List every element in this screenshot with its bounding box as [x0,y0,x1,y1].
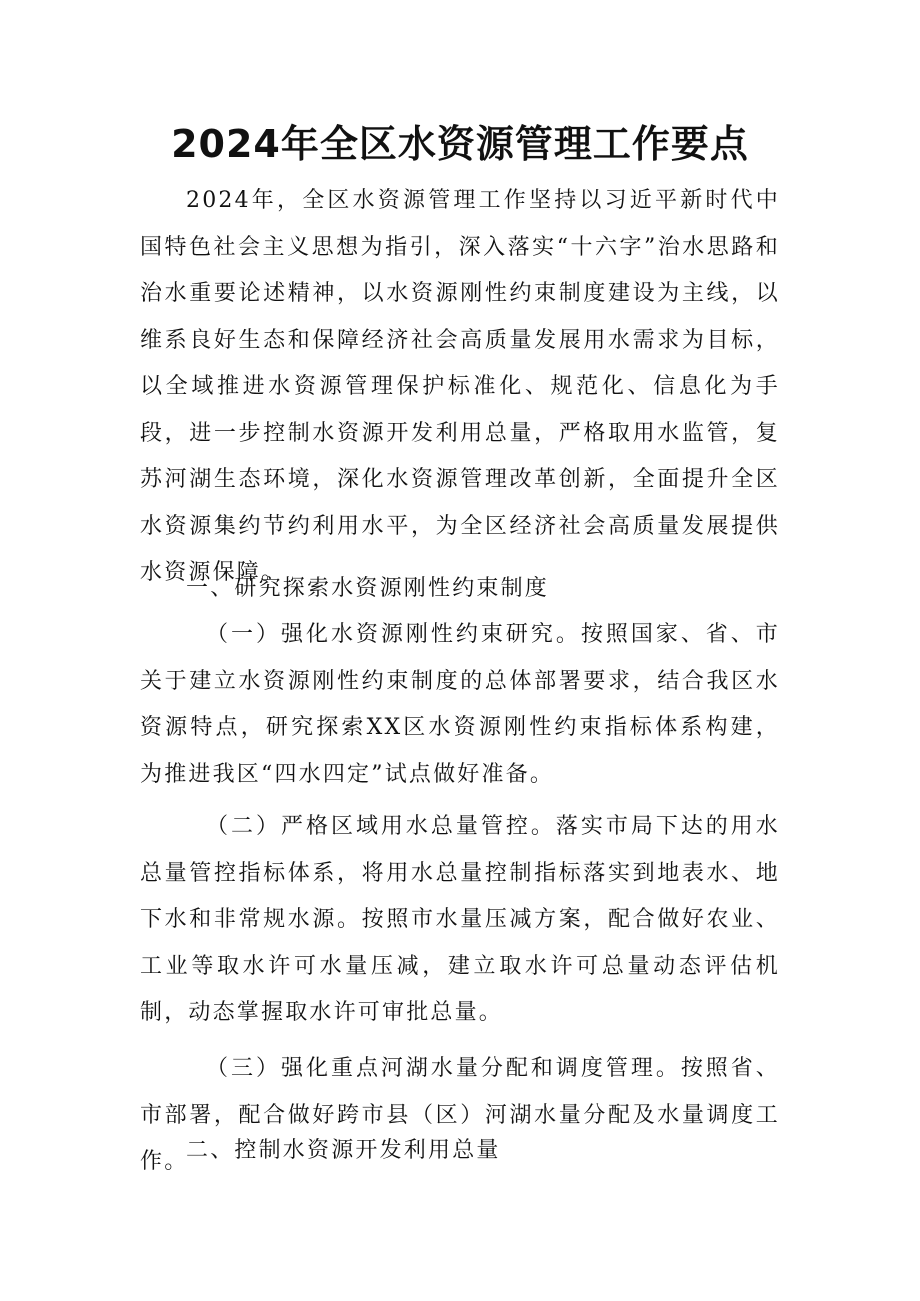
intro-paragraph: 2024年，全区水资源管理工作坚持以习近平新时代中国特色社会主义思想为指引，深入落实“十六字”治水思路和治水重要论述精神，以水资源刚性约束制度建设为主线，以维系良好生态和保障经济社会高质量发展用水需求为目标，以全域推进水资源管理保护标准化、规范化、信息化为手段，进一步控制水资源开发利用总量，严格取用水监管，复苏河湖生态环境，深化水资源管理改革创新，全面提升全区水资源集约节约利用水平，为全区经济社会高质量发展提供水资源保障。 [140,188,780,585]
section-heading-2: 二、控制水资源开发利用总量 [186,1138,501,1163]
section1-item-1: （一）强化水资源刚性约束研究。按照国家、省、市关于建立水资源刚性约束制度的总体部署要求，结合我区水资源特点，研究探索XX区水资源刚性约束指标体系构建，为推进我区“四水四定”试点做好准备。 [140,622,780,787]
section-heading-1: 一、研究探索水资源刚性约束制度 [186,576,550,601]
document-title: 2024年全区水资源管理工作要点 [171,122,749,166]
section1-item-3: （三）强化重点河湖水量分配和调度管理。按照省、市部署，配合做好跨市县（区）河湖水量分配及水量调度工作。 [140,1056,780,1174]
section1-item-2: （二）严格区域用水总量管控。落实市局下达的用水总量管控指标体系，将用水总量控制指标落实到地表水、地下水和非常规水源。按照市水量压减方案，配合做好农业、工业等取水许可水量压减，建立取水许可总量动态评估机制，动态掌握取水许可审批总量。 [140,814,780,1025]
